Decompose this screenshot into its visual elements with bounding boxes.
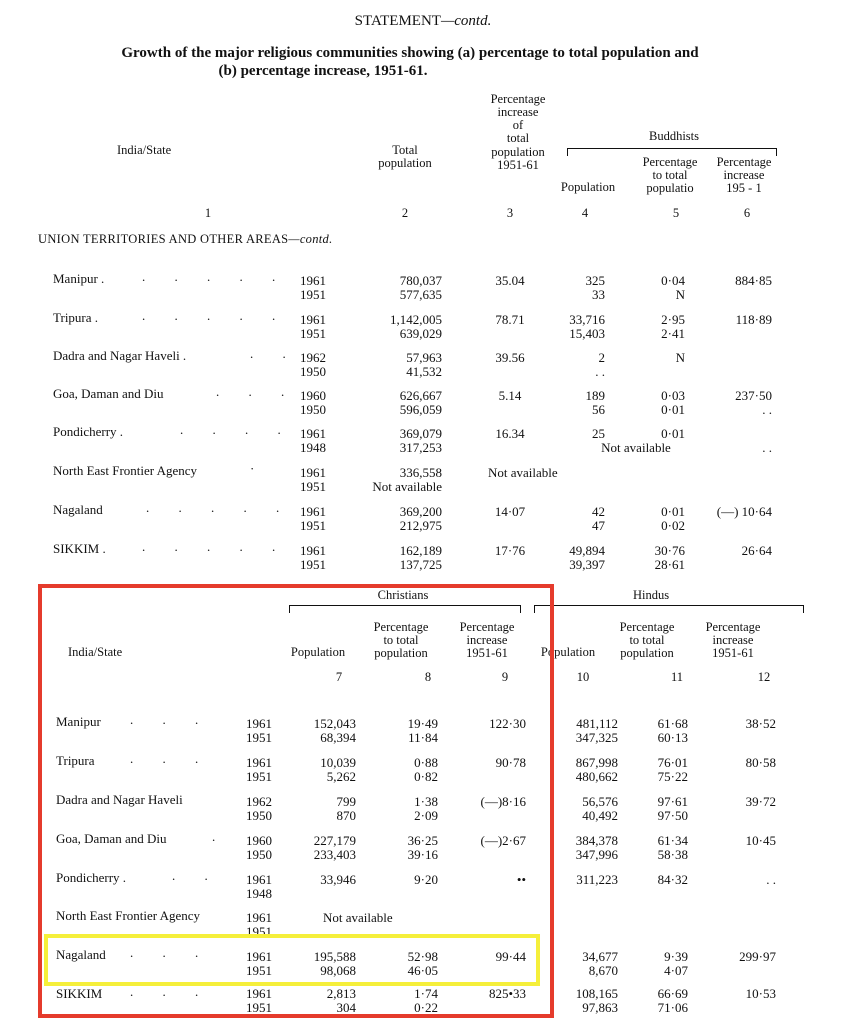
cell-c-pct: 19·49 11·84 bbox=[407, 716, 438, 745]
col-number-6: 6 bbox=[743, 206, 751, 220]
row-years: 1960 1950 bbox=[246, 833, 272, 862]
cell-pinc: 884·85 bbox=[735, 273, 772, 288]
cell-c-pct: 0·88 0·82 bbox=[414, 755, 438, 784]
hindus-brace bbox=[534, 605, 804, 614]
row-years: 1962 1950 bbox=[300, 350, 326, 379]
col-header-total-population: Total population bbox=[378, 143, 432, 171]
col-number-11: 11 bbox=[670, 670, 684, 684]
col-header-population-b: Population bbox=[560, 180, 616, 194]
col-header-pct-increase-b: Percentage increase 195 - 1 bbox=[716, 155, 772, 196]
row-name: Dadra and Nagar Haveli . bbox=[53, 348, 187, 363]
row-years: 1961 1951 bbox=[300, 273, 326, 302]
col-number-9: 9 bbox=[501, 670, 509, 684]
cell-h-pop: 384,378 347,996 bbox=[575, 833, 618, 862]
cell-c-pop: 227,179 233,403 bbox=[313, 833, 356, 862]
cell-total: 369,079 317,253 bbox=[399, 426, 442, 455]
group-header-christians: Christians bbox=[377, 588, 429, 602]
row-years: 1961 1951 bbox=[300, 465, 326, 494]
cell-pinc: (—) 10·64 bbox=[716, 504, 772, 519]
row-name: Tripura . bbox=[53, 310, 99, 325]
cell-total: 369,200 212,975 bbox=[399, 504, 442, 533]
cell-c-inc: 90·78 bbox=[495, 755, 526, 770]
group-header-hindus: Hindus bbox=[632, 588, 670, 602]
cell-inc: 16.34 bbox=[495, 426, 525, 441]
col-number-10: 10 bbox=[576, 670, 590, 684]
leader-dots: . . bbox=[172, 868, 221, 883]
col-header-india-state-bottom: India/State bbox=[68, 645, 123, 659]
row-name: Manipur bbox=[56, 714, 101, 729]
leader-dots: . . . bbox=[130, 945, 212, 960]
cell-pop: 33,716 15,403 bbox=[569, 312, 605, 341]
cell-total: 336,558 Not available bbox=[372, 465, 442, 494]
row-name: Goa, Daman and Diu bbox=[53, 386, 164, 401]
leader-dots: . . . bbox=[216, 384, 298, 399]
cell-total: 57,963 41,532 bbox=[406, 350, 442, 379]
cell-inc: 78.71 bbox=[495, 312, 525, 327]
cell-h-inc: . . bbox=[766, 872, 776, 887]
cell-c-inc: 825•33 bbox=[488, 986, 526, 1001]
col-number-2: 2 bbox=[401, 206, 409, 220]
cell-h-pct: 61·68 60·13 bbox=[657, 716, 688, 745]
row-name: SIKKIM . bbox=[53, 541, 106, 556]
col-number-3: 3 bbox=[506, 206, 514, 220]
row-name: Pondicherry . bbox=[56, 870, 127, 885]
col-number-12: 12 bbox=[757, 670, 771, 684]
cell-total: 1,142,005 639,029 bbox=[390, 312, 442, 341]
cell-h-pop: 867,998 480,662 bbox=[575, 755, 618, 784]
cell-inc: 39.56 bbox=[495, 350, 525, 365]
leader-dots: . . . bbox=[130, 984, 212, 999]
cell-c-pct: 1·74 0·22 bbox=[414, 986, 438, 1015]
col-header-pct-increase-h: Percentage increase 1951-61 bbox=[705, 620, 761, 661]
cell-pinc: 237·50 . . bbox=[735, 388, 772, 417]
cell-inc: 35.04 bbox=[495, 273, 525, 288]
cell-total: 626,667 596,059 bbox=[399, 388, 442, 417]
cell-c-pct: 9·20 bbox=[414, 872, 438, 887]
cell-h-inc: 39·72 bbox=[745, 794, 776, 809]
row-name: Pondicherry . bbox=[53, 424, 124, 439]
cell-h-pop: 56,576 40,492 bbox=[582, 794, 618, 823]
cell-c-pop: 799 870 bbox=[336, 794, 356, 823]
col-header-pct-total-b: Percentage to total populatio bbox=[642, 155, 698, 196]
cell-c-inc: (—)2·67 bbox=[480, 833, 526, 848]
leader-dots: . bbox=[212, 829, 229, 844]
row-years: 1961 1951 bbox=[246, 986, 272, 1015]
cell-c-pop: 10,039 5,262 bbox=[320, 755, 356, 784]
cell-h-inc: 80·58 bbox=[745, 755, 776, 770]
cell-pinc: 118·89 bbox=[735, 312, 772, 327]
cell-h-pct: 9·39 4·07 bbox=[664, 949, 688, 978]
cell-h-pct: 66·69 71·06 bbox=[657, 986, 688, 1015]
cell-c-pop: 195,588 98,068 bbox=[313, 949, 356, 978]
row-years: 1961 1951 bbox=[246, 716, 272, 745]
cell-pct: 0·03 0·01 bbox=[661, 388, 685, 417]
cell-c-inc: (—)8·16 bbox=[480, 794, 526, 809]
row-name: Goa, Daman and Diu bbox=[56, 831, 167, 846]
col-header-pct-total-c: Percentage to total population bbox=[373, 620, 429, 661]
leader-dots: . . bbox=[250, 346, 299, 361]
row-years: 1961 1951 bbox=[300, 504, 326, 533]
row-name: Manipur . bbox=[53, 271, 105, 286]
statement-title: STATEMENT—contd. bbox=[354, 13, 492, 29]
cell-h-pop: 481,112 347,325 bbox=[575, 716, 618, 745]
cell-inc: 14·07 bbox=[494, 504, 526, 519]
row-years: 1961 1951 bbox=[300, 543, 326, 572]
group-header-buddhists: Buddhists bbox=[648, 129, 700, 143]
leader-dots: . . . . . bbox=[142, 539, 289, 554]
row-name: Nagaland bbox=[53, 502, 103, 517]
row-name: Dadra and Nagar Haveli bbox=[56, 792, 183, 807]
cell-h-inc: 10·53 bbox=[745, 986, 776, 1001]
leader-dots: . . . . . bbox=[142, 269, 289, 284]
cell-c-inc: 99·44 bbox=[495, 949, 526, 964]
cell-pinc: . . bbox=[762, 439, 772, 455]
leader-dots: . . . . . bbox=[142, 308, 289, 323]
col-number-8: 8 bbox=[424, 670, 432, 684]
cell-h-inc: 10·45 bbox=[745, 833, 776, 848]
cell-pop: 49,894 39,397 bbox=[569, 543, 605, 572]
cell-c-pct: 1·38 2·09 bbox=[414, 794, 438, 823]
cell-total: 780,037 577,635 bbox=[399, 273, 442, 302]
cell-pop: 325 33 bbox=[585, 273, 605, 302]
cell-h-pct: 76·01 75·22 bbox=[657, 755, 688, 784]
cell-inc: 17·76 bbox=[494, 543, 526, 558]
subtitle-line-1: Growth of the major religious communities showing (a) percentage to total population and bbox=[121, 45, 699, 61]
cell-c-pop: Not available bbox=[323, 910, 393, 925]
cell-c-pct: 52·98 46·05 bbox=[407, 949, 438, 978]
cell-pop: 189 56 bbox=[585, 388, 605, 417]
row-years: 1961 1951 bbox=[246, 910, 272, 939]
cell-c-pct: 36·25 39·16 bbox=[407, 833, 438, 862]
cell-pop: 25 bbox=[592, 426, 605, 441]
cell-c-pop: 2,813 304 bbox=[326, 986, 356, 1015]
cell-h-pct: 61·34 58·38 bbox=[657, 833, 688, 862]
cell-h-pct: 84·32 bbox=[657, 872, 688, 887]
col-header-population-c: Population bbox=[290, 645, 346, 659]
leader-dots: . . . . . bbox=[146, 500, 293, 515]
leader-dots: . . . . bbox=[180, 422, 294, 437]
cell-pop: 2 . . bbox=[595, 350, 605, 379]
col-header-population-h: Population bbox=[540, 645, 596, 659]
cell-h-pop: 311,223 bbox=[576, 872, 618, 887]
row-years: 1961 1948 bbox=[300, 426, 326, 455]
cell-pct: 0·01 0·02 bbox=[661, 504, 685, 533]
col-number-4: 4 bbox=[581, 206, 589, 220]
row-years: 1961 1951 bbox=[246, 949, 272, 978]
cell-pinc: 26·64 bbox=[741, 543, 772, 558]
subtitle-line-2: (b) percentage increase, 1951-61. bbox=[218, 63, 428, 79]
yellow-highlight-box bbox=[44, 934, 540, 986]
row-name: Nagaland bbox=[56, 947, 106, 962]
cell-total: 162,189 137,725 bbox=[399, 543, 442, 572]
row-name: Tripura bbox=[56, 753, 95, 768]
cell-c-inc: •• bbox=[516, 872, 526, 887]
col-number-7: 7 bbox=[335, 670, 343, 684]
cell-pct: 0·01 bbox=[661, 426, 685, 441]
cell-h-inc: 299·97 bbox=[739, 949, 776, 964]
cell-pct: N bbox=[675, 350, 685, 365]
leader-dots: . . . bbox=[130, 751, 212, 766]
row-years: 1962 1950 bbox=[246, 794, 272, 823]
cell-c-pop: 33,946 bbox=[320, 872, 356, 887]
cell-c-inc: 122·30 bbox=[489, 716, 526, 731]
row-name: North East Frontier Agency bbox=[53, 463, 198, 478]
cell-c-pop: 152,043 68,394 bbox=[313, 716, 356, 745]
col-header-pct-increase-c: Percentage increase 1951-61 bbox=[459, 620, 515, 661]
section-label: UNION TERRITORIES AND OTHER AREAS—contd. bbox=[38, 232, 333, 246]
col-header-india-state: India/State bbox=[117, 143, 172, 157]
col-header-pct-increase-total: Percentage increase of total population 1951-61 bbox=[490, 92, 546, 172]
row-name: North East Frontier Agency bbox=[56, 908, 201, 923]
cell-pct: 0·04 N bbox=[661, 273, 685, 302]
col-number-5: 5 bbox=[672, 206, 680, 220]
cell-not-available: Not available bbox=[601, 440, 671, 455]
leader-dots: · bbox=[250, 461, 268, 476]
cell-h-inc: 38·52 bbox=[745, 716, 776, 731]
row-years: 1961 1951 bbox=[300, 312, 326, 341]
cell-pop: 42 47 bbox=[592, 504, 605, 533]
cell-inc: 5.14 bbox=[498, 388, 522, 403]
row-years: 1961 1951 bbox=[246, 755, 272, 784]
row-years: 1961 1948 bbox=[246, 872, 272, 901]
row-name: SIKKIM bbox=[56, 986, 103, 1001]
row-years: 1960 1950 bbox=[300, 388, 326, 417]
col-header-pct-total-h: Percentage to total population bbox=[619, 620, 675, 661]
col-number-1: 1 bbox=[204, 206, 212, 220]
cell-h-pop: 34,677 8,670 bbox=[582, 949, 618, 978]
cell-h-pct: 97·61 97·50 bbox=[657, 794, 688, 823]
cell-pct: 30·76 28·61 bbox=[654, 543, 685, 572]
leader-dots: . . . bbox=[130, 712, 212, 727]
cell-inc: Not available bbox=[488, 465, 558, 480]
cell-h-pop: 108,165 97,863 bbox=[575, 986, 618, 1015]
cell-pct: 2·95 2·41 bbox=[661, 312, 685, 341]
